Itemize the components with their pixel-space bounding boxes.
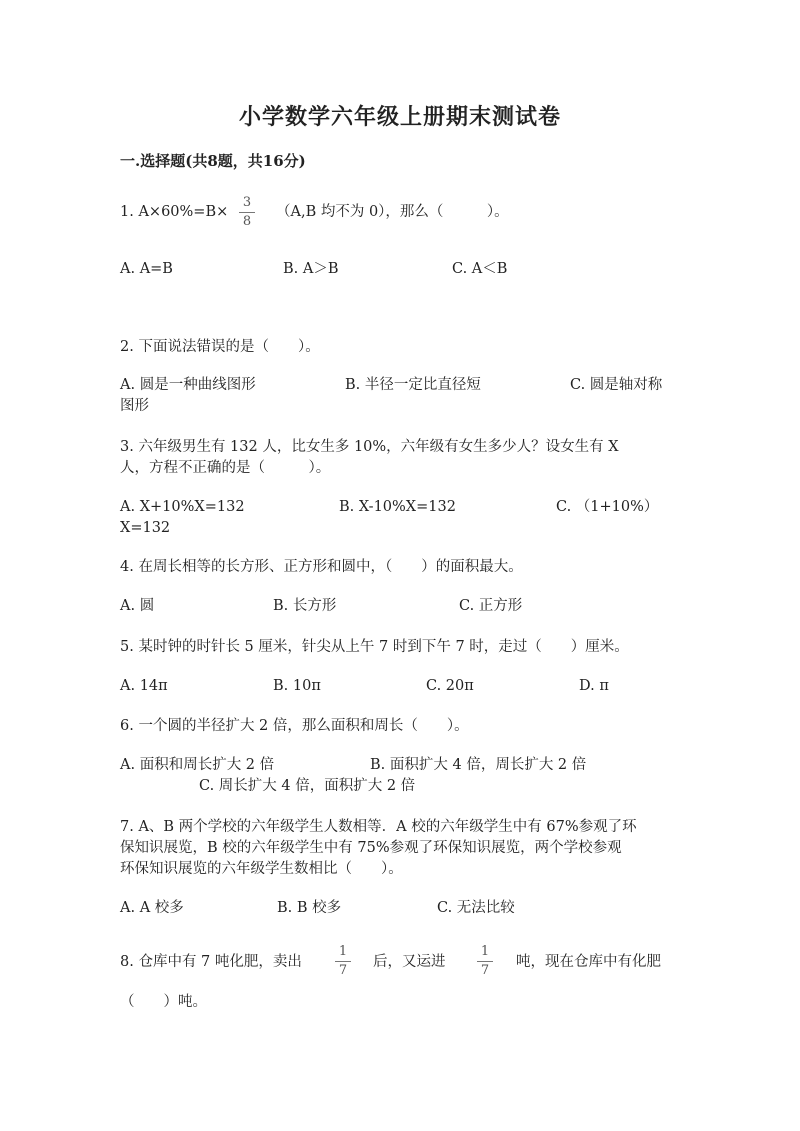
fraction-numerator: 1 bbox=[338, 944, 348, 959]
question-4-option-c[interactable]: C. 正方形 bbox=[459, 598, 523, 614]
question-8-stem-part-1: 8. 仓库中有 7 吨化肥，卖出 bbox=[120, 954, 302, 970]
fraction-bar bbox=[477, 961, 493, 962]
fraction-denominator: 8 bbox=[242, 214, 252, 229]
question-1-fraction bbox=[238, 196, 256, 229]
question-5-option-b[interactable]: B. 10π bbox=[273, 678, 321, 694]
question-1-option-c[interactable]: C. A＜B bbox=[452, 261, 508, 277]
question-3-option-b[interactable]: B. X-10%X=132 bbox=[339, 499, 456, 515]
question-2-option-c[interactable]: C. 圆是轴对称 bbox=[570, 377, 663, 393]
question-6-option-b[interactable]: B. 面积扩大 4 倍，周长扩大 2 倍 bbox=[370, 757, 587, 773]
question-2-option-a[interactable]: A. 圆是一种曲线图形 bbox=[120, 377, 256, 393]
fraction-numerator: 3 bbox=[242, 195, 252, 210]
question-3-stem-line-1: 3. 六年级男生有 132 人，比女生多 10%，六年级有女生多少人？设女生有 X bbox=[120, 439, 619, 455]
question-7-option-c[interactable]: C. 无法比较 bbox=[437, 900, 515, 916]
question-8-fraction-1 bbox=[334, 945, 352, 978]
page-title: 小学数学六年级上册期末测试卷 bbox=[238, 104, 561, 130]
question-5-option-c[interactable]: C. 20π bbox=[426, 678, 474, 694]
question-7-stem-line-3: 环保知识展览的六年级学生数相比（ ）。 bbox=[120, 861, 403, 877]
question-4-option-b[interactable]: B. 长方形 bbox=[273, 598, 337, 614]
question-8-stem-end: （ ）吨。 bbox=[120, 994, 207, 1010]
question-1-option-b[interactable]: B. A＞B bbox=[283, 261, 339, 277]
question-3-option-continuation: X=132 bbox=[120, 520, 171, 536]
question-5-stem: 5. 某时钟的时针长 5 厘米，针尖从上午 7 时到下午 7 时，走过（ ）厘米。 bbox=[120, 639, 629, 655]
question-2-option-continuation: 图形 bbox=[120, 398, 149, 414]
question-8-fraction-2 bbox=[476, 945, 494, 978]
fraction-denominator: 7 bbox=[338, 963, 348, 978]
question-6-option-c[interactable]: C. 周长扩大 4 倍，面积扩大 2 倍 bbox=[199, 778, 416, 794]
question-1-stem-start: 1. A×60%=B× bbox=[120, 204, 229, 220]
question-6-option-a[interactable]: A. 面积和周长扩大 2 倍 bbox=[120, 757, 275, 773]
question-1-stem-end: （A,B 均不为 0），那么（ ）。 bbox=[276, 204, 509, 220]
question-4-stem: 4. 在周长相等的长方形、正方形和圆中，（ ）的面积最大。 bbox=[120, 559, 523, 575]
question-7-stem-line-2: 保知识展览，B 校的六年级学生中有 75%参观了环保知识展览，两个学校参观 bbox=[120, 840, 622, 856]
question-1-option-a[interactable]: A. A=B bbox=[120, 261, 173, 277]
question-3-option-a[interactable]: A. X+10%X=132 bbox=[120, 499, 245, 515]
section-heading: 一.选择题(共8题，共16分) bbox=[120, 152, 306, 170]
fraction-numerator: 1 bbox=[480, 944, 490, 959]
question-8-stem-part-2: 后，又运进 bbox=[373, 954, 446, 970]
fraction-denominator: 7 bbox=[480, 963, 490, 978]
fraction-bar bbox=[239, 212, 255, 213]
question-3-stem-line-2: 人，方程不正确的是（ ）。 bbox=[120, 460, 331, 476]
question-3-option-c[interactable]: C. （1+10%） bbox=[556, 499, 659, 515]
question-7-stem-line-1: 7. A、B 两个学校的六年级学生人数相等．A 校的六年级学生中有 67%参观了环 bbox=[120, 819, 637, 835]
question-5-option-d[interactable]: D. π bbox=[579, 678, 609, 694]
question-2-option-b[interactable]: B. 半径一定比直径短 bbox=[345, 377, 481, 393]
question-7-option-a[interactable]: A. A 校多 bbox=[120, 900, 184, 916]
question-7-option-b[interactable]: B. B 校多 bbox=[277, 900, 342, 916]
question-6-stem: 6. 一个圆的半径扩大 2 倍，那么面积和周长（ ）。 bbox=[120, 718, 469, 734]
fraction-bar bbox=[335, 961, 351, 962]
question-4-option-a[interactable]: A. 圆 bbox=[120, 598, 155, 614]
question-5-option-a[interactable]: A. 14π bbox=[120, 678, 168, 694]
question-8-stem-part-3: 吨，现在仓库中有化肥 bbox=[516, 954, 661, 970]
question-2-stem: 2. 下面说法错误的是（ ）。 bbox=[120, 339, 320, 355]
